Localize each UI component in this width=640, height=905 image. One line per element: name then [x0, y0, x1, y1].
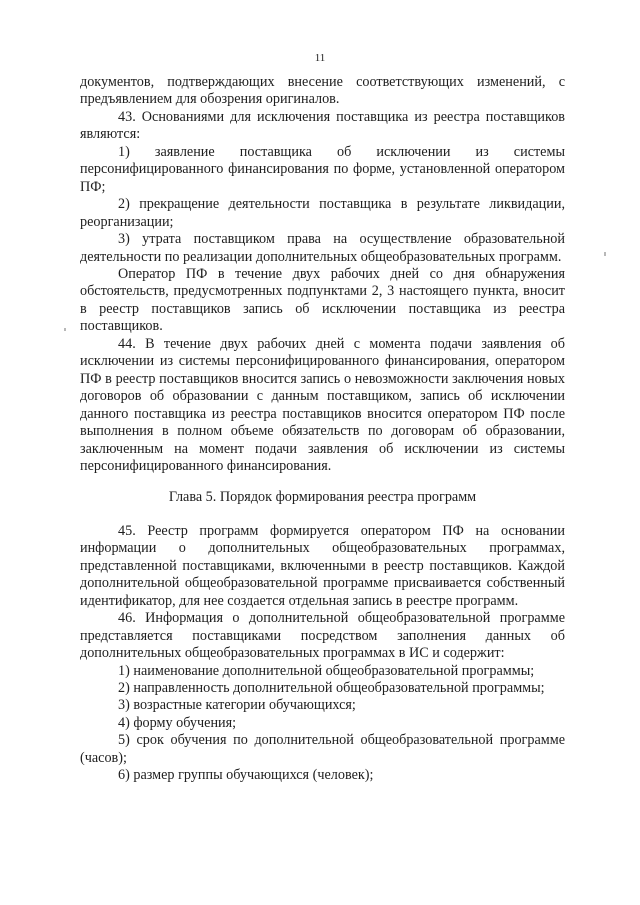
paragraph-subitem-3: 3) утрата поставщиком права на осуществление образовательной деятельности по реализации дополнительных общеобразовательных программ.: [80, 231, 565, 265]
paragraph-item-44: 44. В течение двух рабочих дней с момента подачи заявления об исключении из системы персонифицированного финансирования, оператором ПФ в реестр поставщиков вносится запись о невозможности заключения новых договоров об образовании с данным поставщиком, запись об исключении данного поставщика из реестра поставщиков вносится оператором ПФ после выполнения в полном объеме обязательств по договорам об образовании, заключенным на момент подачи заявления об исключении из системы персонифицированного финансирования.: [80, 335, 565, 474]
paragraph-subitem-1: 1) заявление поставщика об исключении из системы персонифицированного финансирования по форме, установленной оператором ПФ;: [80, 143, 565, 195]
paragraph-subitem-2: 2) прекращение деятельности поставщика в результате ликвидации, реорганизации;: [80, 196, 565, 230]
scan-edge-mark: [64, 328, 66, 331]
list-item-1: 1) наименование дополнительной общеобразовательной программы;: [118, 662, 535, 679]
paragraph-continuation: документов, подтверждающих внесение соответствующих изменений, с предъявлением для обозрения оригиналов.: [80, 74, 565, 108]
scan-edge-mark: [604, 252, 606, 256]
document-body: [80, 74, 565, 785]
list-item-5: 5) срок обучения по дополнительной общеобразовательной программе (часов);: [80, 732, 565, 766]
paragraph-item-46: 46. Информация о дополнительной общеобразовательной программе представляется поставщиками посредством заполнения данных об дополнительных общеобразовательных программах в ИС и содержит:: [80, 610, 565, 662]
list-item-4: 4) форму обучения;: [118, 714, 237, 731]
page-number: 11: [314, 52, 326, 64]
list-item-3: 3) возрастные категории обучающихся;: [118, 697, 356, 714]
list-item-2: 2) направленность дополнительной общеобразовательной программы;: [118, 679, 545, 696]
paragraph-item-45: 45. Реестр программ формируется оператором ПФ на основании информации о дополнительных общеобразовательных программах, представленной поставщиками, включенными в реестр поставщиков. Каждой дополнительной общеобразовательной программе присваивается собственный идентификатор, для нее создается отдельная запись в реестре программ.: [80, 522, 565, 609]
list-item-6: 6) размер группы обучающихся (человек);: [118, 767, 374, 784]
paragraph-operator-note: Оператор ПФ в течение двух рабочих дней со дня обнаружения обстоятельств, предусмотренных подпунктами 2, 3 настоящего пункта, вносит в реестр поставщиков запись об исключении поставщика из реестра поставщиков.: [80, 265, 565, 335]
paragraph-item-43: 43. Основаниями для исключения поставщика из реестра поставщиков являются:: [80, 108, 565, 143]
chapter-heading: Глава 5. Порядок формирования реестра программ: [168, 489, 477, 506]
